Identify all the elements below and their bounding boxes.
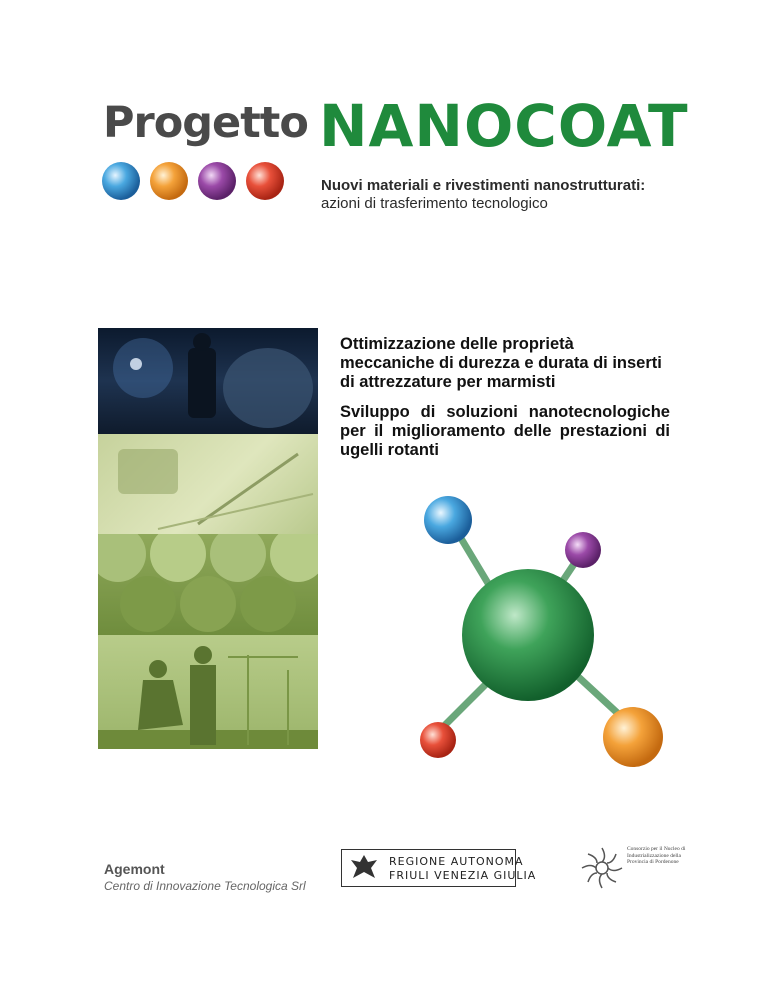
spheres-photo bbox=[98, 534, 318, 635]
consorzio-logo-icon bbox=[577, 843, 627, 893]
foundry-worker-photo bbox=[98, 328, 318, 434]
construction-workers-photo bbox=[98, 635, 318, 749]
logo-subtitle-line2: azioni di trasferimento tecnologico bbox=[321, 195, 548, 212]
title-second: Sviluppo di soluzioni nanotecnologiche per il miglioramento delle prestazioni di ugelli rotanti bbox=[340, 403, 670, 459]
logo-balls bbox=[101, 160, 291, 202]
logo-subtitle-line1: Nuovi materiali e rivestimenti nanostrutturati: bbox=[321, 177, 646, 194]
regione-line1: REGIONE AUTONOMA bbox=[389, 855, 524, 868]
measuring-tools-photo bbox=[98, 434, 318, 534]
orange-ball-icon bbox=[150, 162, 188, 200]
title-first: Ottimizzazione delle proprietà meccaniche di durezza e durata di inserti di attrezzature per marmisti bbox=[340, 335, 662, 391]
agemont-name: Agemont bbox=[104, 861, 165, 877]
red-ball-icon bbox=[246, 162, 284, 200]
logo-word-nanocoat: NANOCOAT bbox=[319, 92, 689, 160]
agemont-subtitle: Centro di Innovazione Tecnologica Srl bbox=[104, 879, 306, 893]
regione-line2: FRIULI VENEZIA GIULIA bbox=[389, 869, 537, 882]
purple-ball-icon bbox=[198, 162, 236, 200]
logo-word-progetto: Progetto bbox=[103, 98, 308, 148]
regione-eagle-icon bbox=[347, 852, 381, 882]
molecule-icon bbox=[400, 490, 670, 770]
blue-ball-icon bbox=[102, 162, 140, 200]
consorzio-text: Consorzio per il Nucleo di Industrializzazione della Provincia di Pordenone bbox=[627, 846, 686, 865]
